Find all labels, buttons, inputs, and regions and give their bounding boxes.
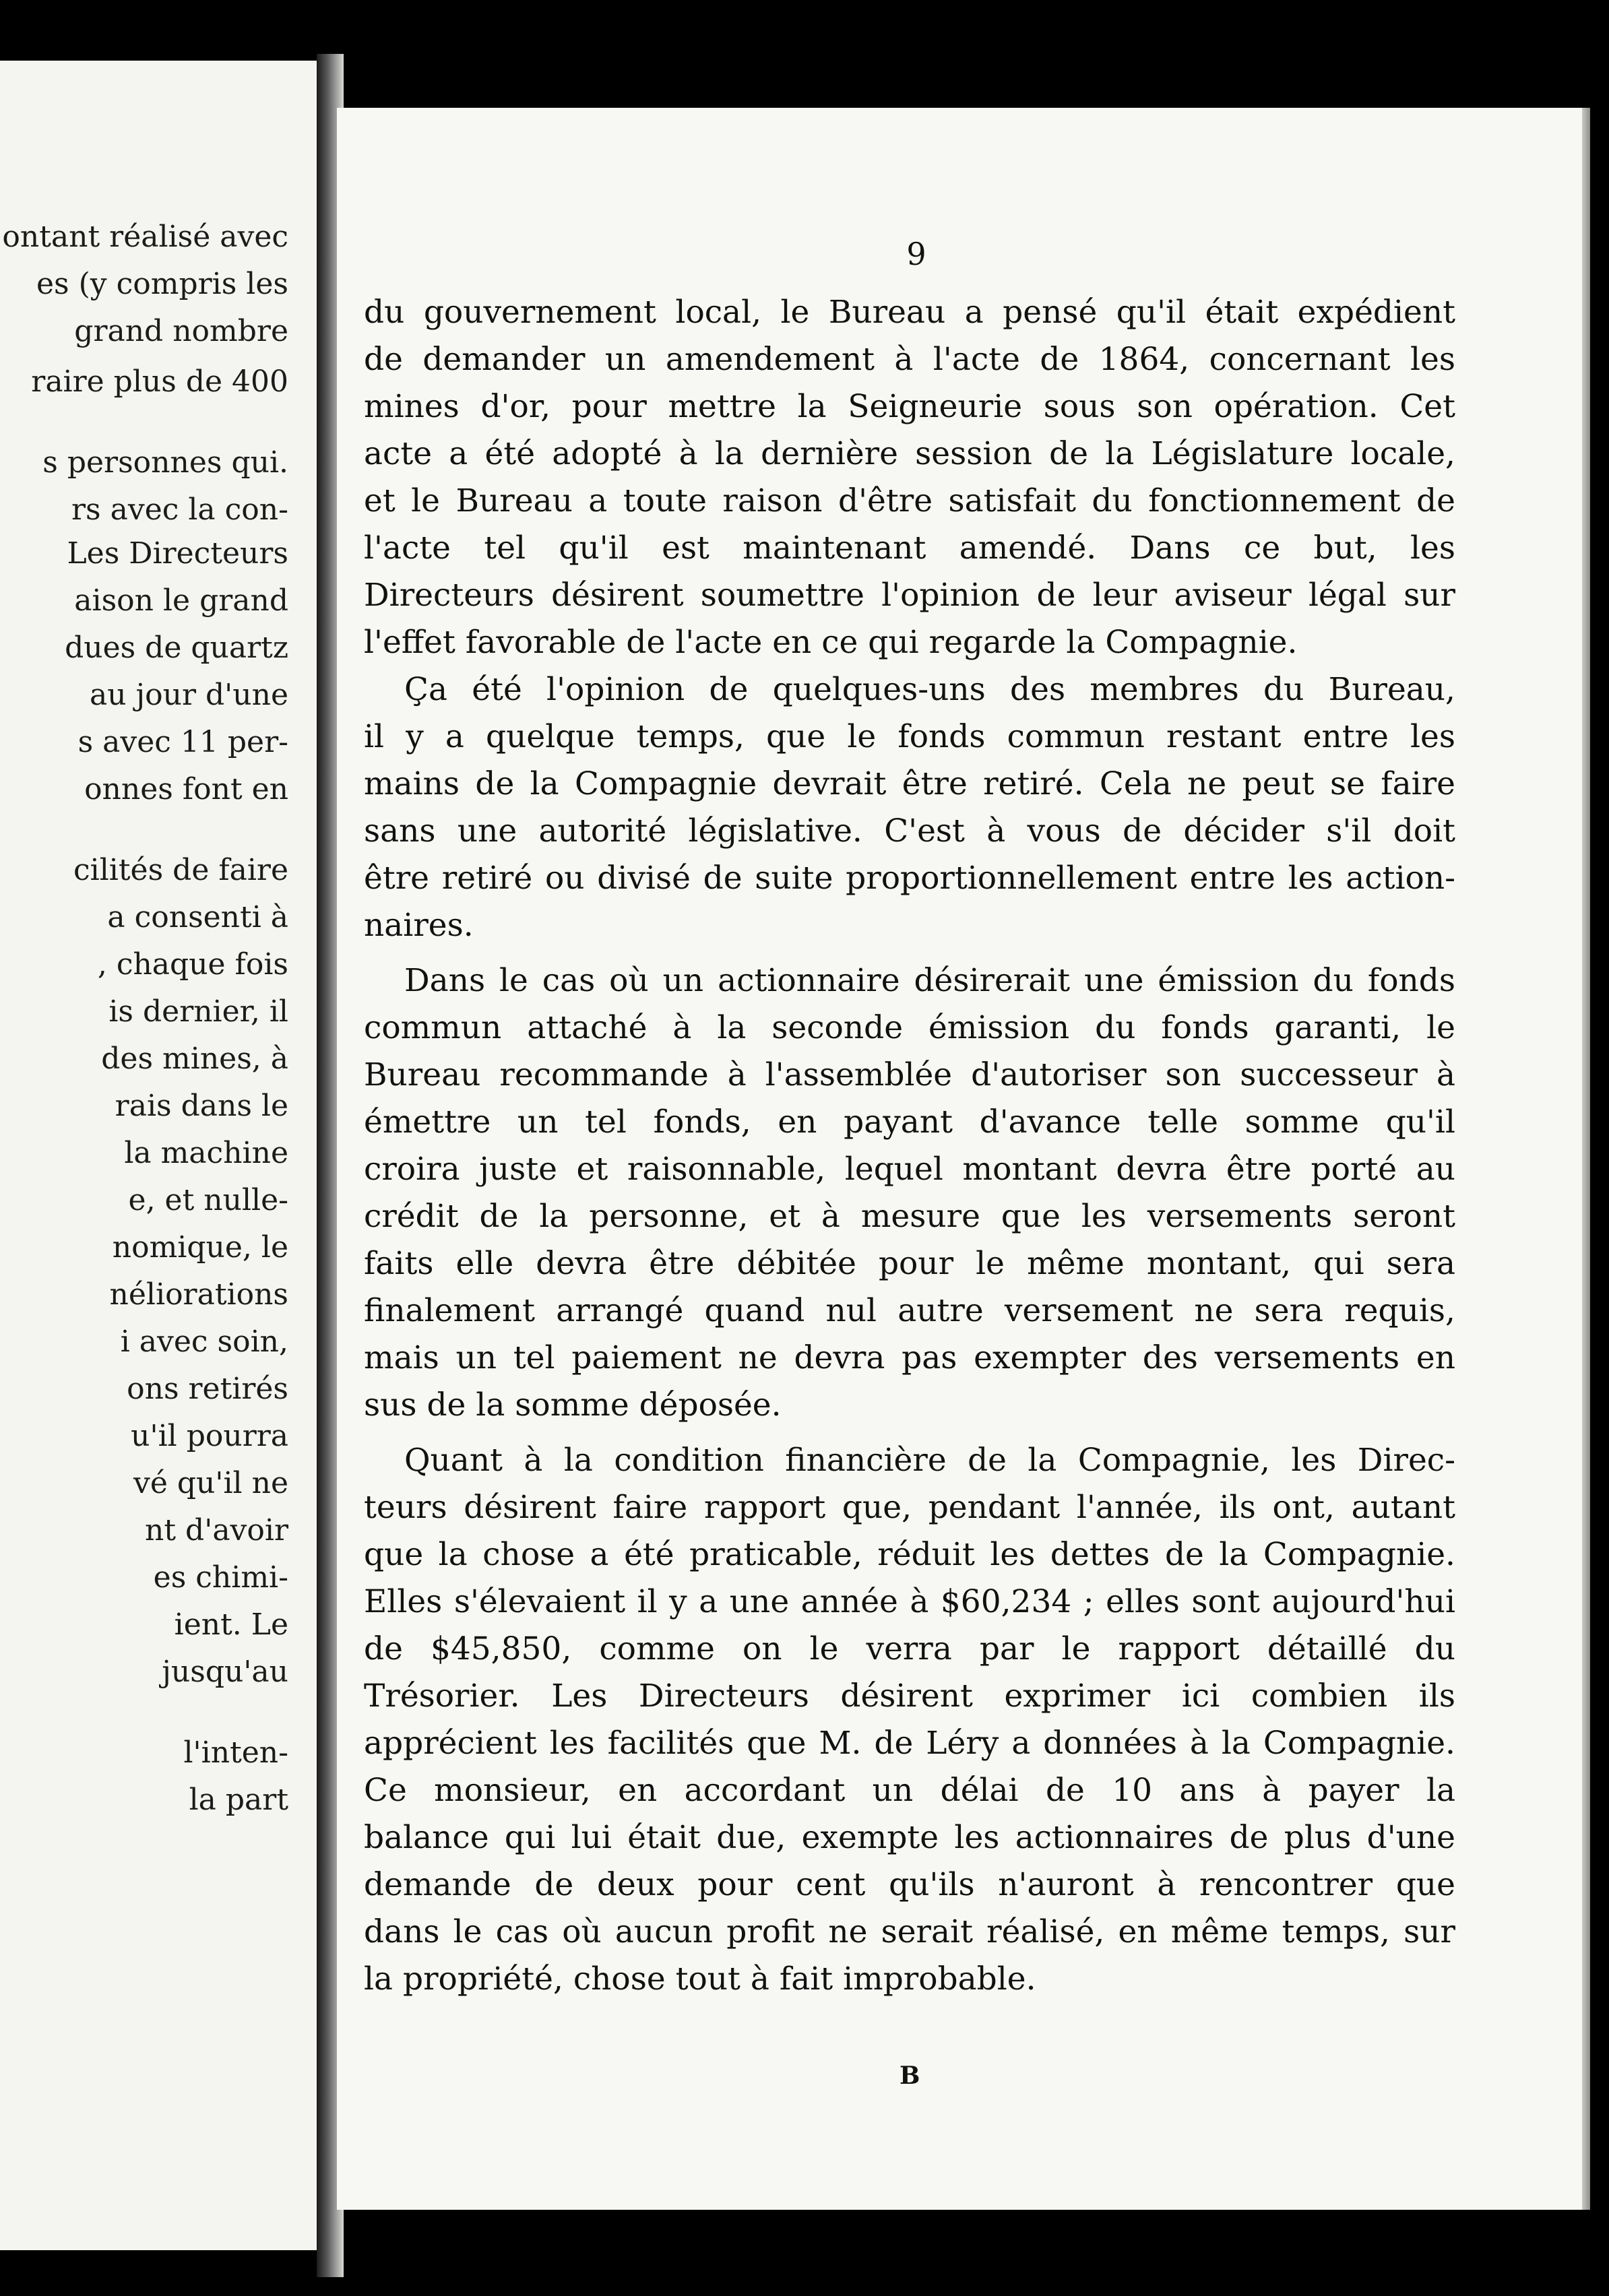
body-text-line: Ça été l'opinion de quelques-uns des membres du Bureau,	[404, 671, 1455, 708]
left-page-line: es (y compris les	[36, 267, 288, 301]
body-text-line: faits elle devra être débitée pour le même montant, qui sera	[364, 1245, 1455, 1282]
body-text-line: émettre un tel fonds, en payant d'avance telle somme qu'il	[364, 1104, 1455, 1141]
left-page-line: Les Directeurs	[67, 536, 288, 571]
body-text-line: Dans le cas où un actionnaire désirerait une émission du fonds	[404, 962, 1455, 999]
body-text-line: sans une autorité législative. C'est à vous de décider s'il doit	[364, 812, 1455, 850]
left-page-line: cilités de faire	[73, 853, 288, 887]
left-page-line: i avec soin,	[120, 1325, 288, 1359]
body-text-line: acte a été adopté à la dernière session de la Législature locale,	[364, 435, 1455, 472]
body-text-line: mains de la Compagnie devrait être retiré. Cela ne peut se faire	[364, 765, 1455, 802]
body-text-line: de demander un amendement à l'acte de 1864, concernant les	[364, 341, 1455, 378]
left-page-line: s avec 11 per-	[77, 725, 288, 759]
left-page-line: dues de quartz	[65, 631, 288, 665]
left-page-line: rais dans le	[115, 1089, 288, 1123]
left-page-line: aison le grand	[74, 583, 288, 618]
body-text-line: sus de la somme déposée.	[364, 1386, 782, 1424]
body-text-line: naires.	[364, 907, 474, 944]
body-text-line: teurs désirent faire rapport que, pendant l'année, ils ont, autant	[364, 1489, 1455, 1526]
left-page-line: la machine	[124, 1136, 288, 1170]
left-page-line: is dernier, il	[108, 994, 288, 1029]
left-page-line: ons retirés	[127, 1372, 288, 1406]
body-text-line: l'effet favorable de l'acte en ce qui regarde la Compagnie.	[364, 624, 1298, 661]
body-text-line: demande de deux pour cent qu'ils n'auront à rencontrer que	[364, 1866, 1455, 1903]
body-text-line: que la chose a été praticable, réduit les dettes de la Compagnie.	[364, 1536, 1455, 1573]
left-page-line: ontant réalisé avec	[2, 220, 288, 254]
left-page-line: la part	[189, 1783, 288, 1817]
left-page-line: néliorations	[109, 1277, 288, 1312]
body-text-line: la propriété, chose tout à fait improbable.	[364, 1960, 1036, 1998]
left-page-line: , chaque fois	[97, 947, 288, 982]
page-number: 9	[906, 236, 926, 272]
left-page-line: nomique, le	[112, 1230, 288, 1265]
body-text-line: être retiré ou divisé de suite proportionnellement entre les action-	[364, 860, 1455, 897]
body-text-line: Trésorier. Les Directeurs désirent exprimer ici combien ils	[364, 1678, 1455, 1715]
signature-mark: B	[900, 2062, 920, 2090]
body-text-line: il y a quelque temps, que le fonds commun restant entre les	[364, 718, 1455, 755]
left-page-line: u'il pourra	[131, 1419, 288, 1453]
left-page-line: a consenti à	[107, 900, 288, 934]
left-page-line: raire plus de 400	[31, 364, 288, 399]
body-text-line: Bureau recommande à l'assemblée d'autoriser son successeur à	[364, 1056, 1455, 1093]
left-page-line: nt d'avoir	[145, 1513, 288, 1548]
left-page-line: jusqu'au	[162, 1655, 288, 1689]
body-text-line: Elles s'élevaient il y a une année à $60,234 ; elles sont aujourd'hui	[364, 1583, 1455, 1620]
body-text-line: Directeurs désirent soumettre l'opinion de leur aviseur légal sur	[364, 577, 1455, 614]
body-text-line: et le Bureau a toute raison d'être satisfait du fonctionnement de	[364, 482, 1455, 519]
body-text-line: Ce monsieur, en accordant un délai de 10 ans à payer la	[364, 1772, 1455, 1809]
left-page-line: s personnes qui.	[42, 445, 288, 480]
body-text-line: crédit de la personne, et à mesure que les versements seront	[364, 1198, 1455, 1235]
left-page-line: vé qu'il ne	[133, 1466, 288, 1500]
right-page	[337, 108, 1590, 2210]
body-text-line: du gouvernement local, le Bureau a pensé qu'il était expédient	[364, 294, 1455, 331]
body-text-line: apprécient les facilités que M. de Léry a données à la Compagnie.	[364, 1725, 1455, 1762]
body-text-line: finalement arrangé quand nul autre versement ne sera requis,	[364, 1292, 1455, 1329]
left-page-line: rs avec la con-	[71, 492, 288, 527]
body-text-line: de $45,850, comme on le verra par le rapport détaillé du	[364, 1630, 1455, 1667]
left-page	[0, 61, 321, 2250]
left-page-line: e, et nulle-	[128, 1183, 288, 1217]
body-text-line: Quant à la condition financière de la Compagnie, les Direc-	[404, 1442, 1455, 1479]
page-edge	[1582, 108, 1590, 2210]
body-text-line: croira juste et raisonnable, lequel montant devra être porté au	[364, 1151, 1455, 1188]
body-text-line: balance qui lui était due, exempte les actionnaires de plus d'une	[364, 1819, 1455, 1856]
left-page-line: onnes font en	[84, 772, 288, 806]
left-page-line: ient. Le	[174, 1607, 288, 1642]
body-text-line: dans le cas où aucun profit ne serait réalisé, en même temps, sur	[364, 1913, 1455, 1950]
left-page-line: l'inten-	[183, 1735, 288, 1770]
body-text-line: mines d'or, pour mettre la Seigneurie sous son opération. Cet	[364, 388, 1455, 425]
left-page-line: au jour d'une	[89, 678, 288, 712]
body-text-line: commun attaché à la seconde émission du fonds garanti, le	[364, 1009, 1455, 1046]
left-page-line: grand nombre	[74, 314, 288, 348]
left-page-line: des mines, à	[101, 1042, 288, 1076]
left-page-line: es chimi-	[153, 1560, 288, 1595]
body-text-line: mais un tel paiement ne devra pas exempter des versements en	[364, 1339, 1455, 1376]
body-text-line: l'acte tel qu'il est maintenant amendé. Dans ce but, les	[364, 530, 1455, 567]
